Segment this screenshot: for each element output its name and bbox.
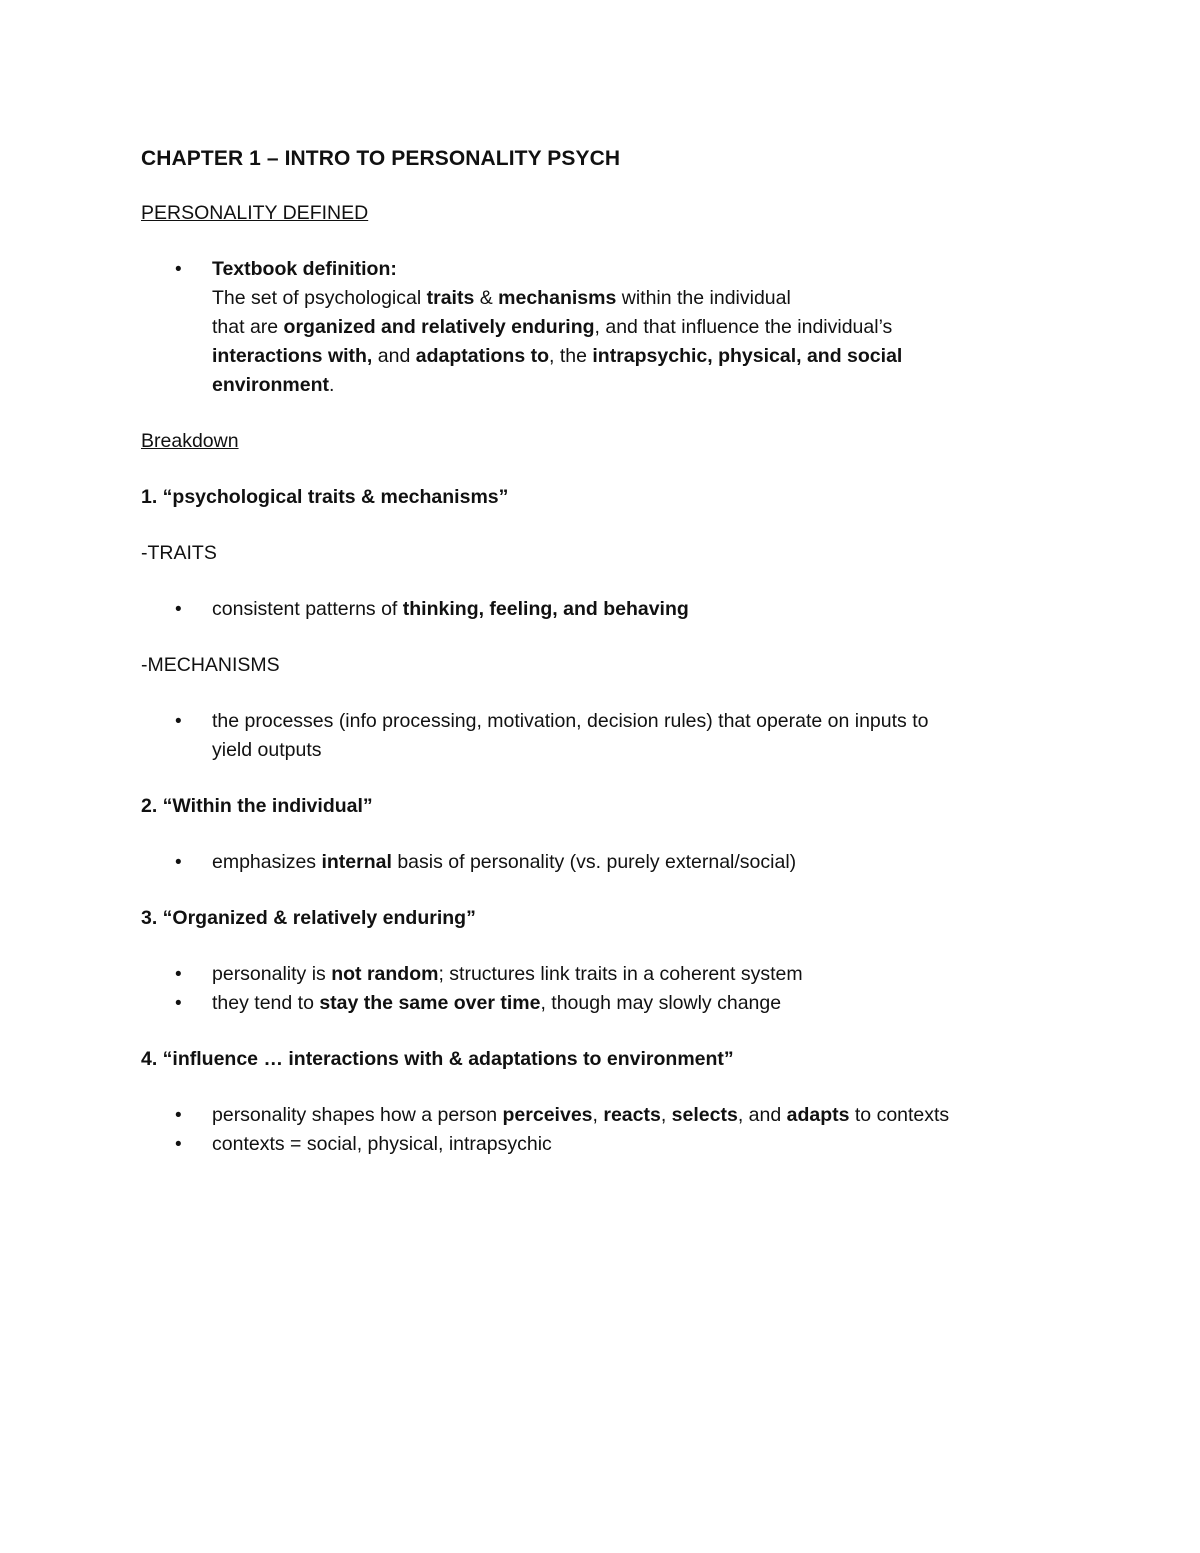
item3-list [141,960,1080,1018]
bullet-icon: • [175,599,182,620]
item1-heading: 1. “psychological traits & mechanisms” [141,486,509,508]
chapter-title: CHAPTER 1 – INTRO TO PERSONALITY PSYCH [141,147,621,170]
definition-item [141,255,1080,400]
item4-heading: 4. “influence … interactions with & adaptations to environment” [141,1048,734,1070]
mechanisms-label: -MECHANISMS [141,654,280,676]
list-item: • contexts = social, physical, intrapsychic [141,1130,1080,1159]
section-heading: PERSONALITY DEFINED [141,202,369,224]
bullet-icon: • [175,993,182,1014]
item2-list [141,848,1080,877]
bullet-icon: • [175,964,182,985]
item4-list [141,1101,1080,1159]
item2-heading: 2. “Within the individual” [141,795,373,817]
definition-line-3: interactions with, and adaptations to, the intrapsychic, physical, and social [212,345,903,367]
mechanisms-list [141,707,1080,765]
bullet-icon: • [175,711,182,732]
list-item: • emphasizes internal basis of personality (vs. purely external/social) [141,848,1080,877]
bullet-icon: • [175,852,182,873]
bullet-icon: • [175,1105,182,1126]
list-item: • personality shapes how a person perceives, reacts, selects, and adapts to contexts [141,1101,1080,1130]
bullet-icon: • [175,259,182,280]
bullet-icon: • [175,1134,182,1155]
list-item: • personality is not random; structures link traits in a coherent system [141,960,1080,989]
item3-heading: 3. “Organized & relatively enduring” [141,907,476,929]
traits-label: -TRAITS [141,542,217,564]
definition-line-2: that are organized and relatively enduring, and that influence the individual’s [212,316,893,338]
traits-list [141,595,1080,624]
breakdown-heading: Breakdown [141,430,239,452]
list-item: • the processes (info processing, motivation, decision rules) that operate on inputs to yield outputs [141,707,1080,765]
definition-label: Textbook definition: [212,258,397,280]
definition-list [141,255,1080,400]
list-item: • consistent patterns of thinking, feeling, and behaving [141,595,1080,624]
list-item: • they tend to stay the same over time, though may slowly change [141,989,1080,1018]
definition-line-4: environment. [212,374,335,396]
definition-line-1: The set of psychological traits & mechanisms within the individual [212,287,791,309]
